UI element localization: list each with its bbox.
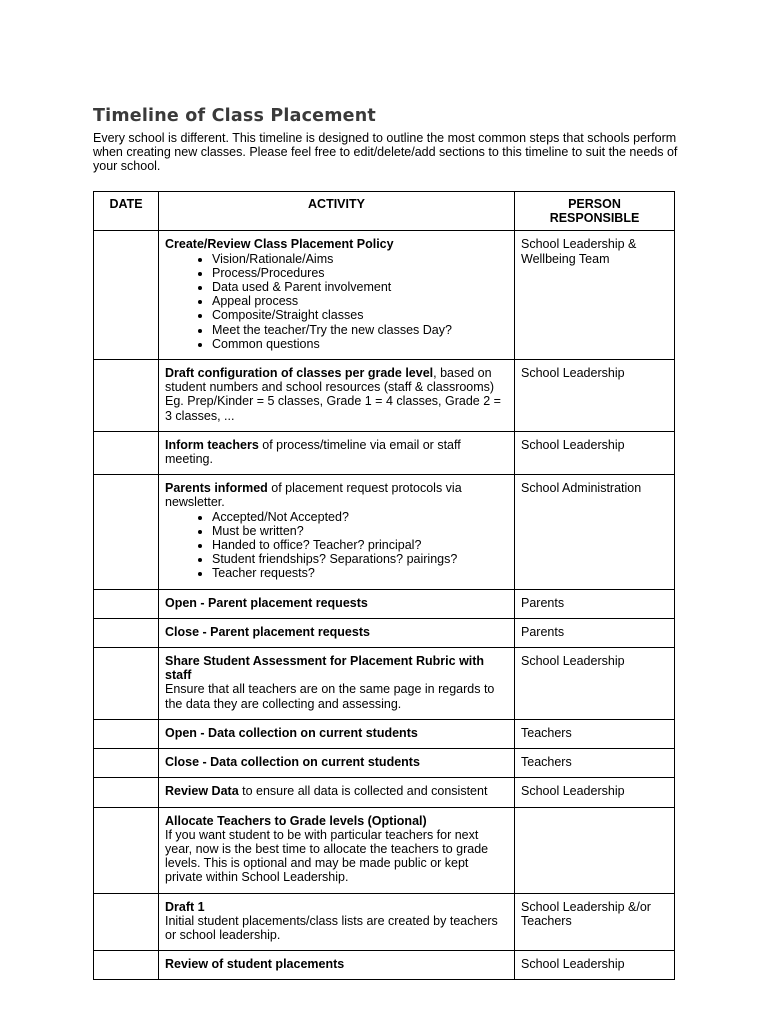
activity-cell: [159, 778, 515, 807]
activity-title: Open - Parent placement requests: [165, 595, 368, 610]
table-row: [94, 719, 675, 748]
person-responsible-cell: Teachers: [515, 719, 675, 748]
date-cell: [94, 648, 159, 720]
date-cell: [94, 719, 159, 748]
person-responsible-cell: [515, 807, 675, 893]
bullet-item: • Vision/Rationale/Aims: [212, 252, 506, 266]
table-row: [94, 807, 675, 893]
person-responsible-cell: School Leadership &/or Teachers: [515, 893, 675, 951]
activity-description: , based on student numbers and school resources (staff & classrooms) Eg. Prep/Kinder = 5 classes, Grade 1 = 4 classes, Grade 2 = 3 classes, ...: [165, 366, 501, 423]
activity-cell: [159, 648, 515, 720]
activity-title: Draft configuration of classes per grade level: [165, 366, 434, 381]
activity-title: Inform teachers: [165, 437, 259, 452]
activity-title: Parents informed: [165, 481, 268, 496]
bullet-item: • Teacher requests?: [212, 566, 506, 580]
date-cell: [94, 951, 159, 980]
activity-description: Initial student placements/class lists are created by teachers or school leadership.: [165, 913, 498, 942]
page-title: Timeline of Class Placement: [93, 106, 376, 126]
activity-title: Review Data: [165, 784, 239, 799]
date-cell: [94, 778, 159, 807]
bullet-item: • Must be written?: [212, 524, 506, 538]
table-row: [94, 475, 675, 589]
bullet-item: • Process/Procedures: [212, 266, 506, 280]
person-responsible-cell: School Leadership: [515, 648, 675, 720]
table-row: [94, 589, 675, 618]
bullet-item: • Common questions: [212, 337, 506, 351]
header-date: DATE: [94, 192, 159, 231]
table-row: [94, 431, 675, 474]
table-row: [94, 778, 675, 807]
activity-title: Allocate Teachers to Grade levels (Optional): [165, 813, 427, 828]
activity-cell: [159, 475, 515, 589]
table-row: [94, 360, 675, 432]
activity-title: Close - Parent placement requests: [165, 624, 370, 639]
activity-cell: [159, 719, 515, 748]
date-cell: [94, 618, 159, 647]
activity-title: Review of student placements: [165, 957, 345, 972]
activity-cell: [159, 360, 515, 432]
activity-cell: [159, 231, 515, 360]
bullet-item: • Student friendships? Separations? pairings?: [212, 552, 506, 566]
activity-description: of process/timeline via email or staff meeting.: [165, 437, 461, 467]
activity-description: to ensure all data is collected and consistent: [238, 784, 488, 799]
table-row: [94, 231, 675, 360]
bullet-item: • Composite/Straight classes: [212, 308, 506, 322]
bullet-item: • Handed to office? Teacher? principal?: [212, 538, 506, 552]
activity-description: If you want student to be with particular teachers for next year, now is the best time to allocate the teachers to grade levels. This is optional and may be made public or kept private within School Leadership.: [165, 827, 489, 885]
person-responsible-cell: School Administration: [515, 475, 675, 589]
activity-title: Draft 1: [165, 899, 205, 914]
bullet-item: • Accepted/Not Accepted?: [212, 510, 506, 524]
bullet-item: • Meet the teacher/Try the new classes Day?: [212, 323, 506, 337]
activity-title: Create/Review Class Placement Policy: [165, 237, 394, 252]
person-responsible-cell: School Leadership: [515, 431, 675, 474]
person-responsible-cell: Parents: [515, 618, 675, 647]
date-cell: [94, 807, 159, 893]
activity-title: Share Student Assessment for Placement Rubric with staff: [165, 654, 485, 683]
person-responsible-cell: School Leadership: [515, 360, 675, 432]
timeline-table: [93, 191, 675, 980]
activity-cell: [159, 893, 515, 951]
activity-title: Open - Data collection on current students: [165, 725, 418, 740]
date-cell: [94, 893, 159, 951]
activity-bullet-list: [165, 252, 506, 351]
table-row: [94, 618, 675, 647]
activity-description: Ensure that all teachers are on the same page in regards to the data they are collecting and assessing.: [165, 682, 495, 711]
header-activity: ACTIVITY: [159, 192, 515, 231]
header-person-responsible: PERSON RESPONSIBLE: [515, 192, 675, 231]
table-row: [94, 893, 675, 951]
date-cell: [94, 475, 159, 589]
date-cell: [94, 749, 159, 778]
intro-paragraph: Every school is different. This timeline is designed to outline the most common steps that schools perform when creating new classes. Please feel free to edit/delete/add sections to this timeline to suit the needs of your school.: [93, 131, 678, 174]
date-cell: [94, 231, 159, 360]
activity-cell: [159, 618, 515, 647]
person-responsible-cell: Parents: [515, 589, 675, 618]
activity-cell: [159, 807, 515, 893]
table-header-row: [94, 192, 675, 231]
activity-cell: [159, 431, 515, 474]
activity-cell: [159, 589, 515, 618]
person-responsible-cell: School Leadership: [515, 951, 675, 980]
activity-bullet-list: [165, 510, 506, 581]
person-responsible-cell: School Leadership: [515, 778, 675, 807]
activity-cell: [159, 951, 515, 980]
activity-cell: [159, 749, 515, 778]
activity-title: Close - Data collection on current students: [165, 755, 420, 770]
table-row: [94, 749, 675, 778]
date-cell: [94, 360, 159, 432]
activity-description: of placement request protocols via newsletter.: [165, 481, 462, 510]
bullet-item: • Data used & Parent involvement: [212, 280, 506, 294]
date-cell: [94, 589, 159, 618]
person-responsible-cell: Teachers: [515, 749, 675, 778]
person-responsible-cell: School Leadership & Wellbeing Team: [515, 231, 675, 360]
table-row: [94, 648, 675, 720]
table-row: [94, 951, 675, 980]
bullet-item: • Appeal process: [212, 294, 506, 308]
date-cell: [94, 431, 159, 474]
